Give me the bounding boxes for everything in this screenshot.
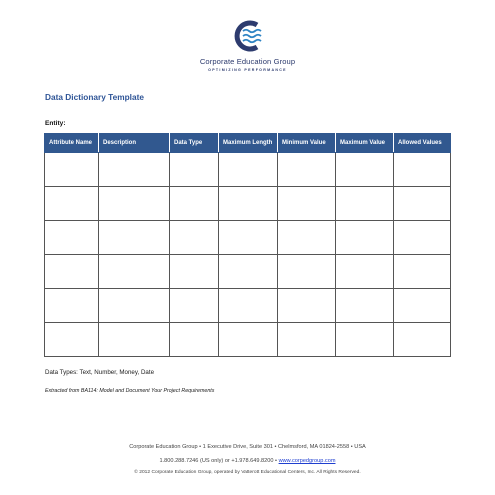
table-cell[interactable] bbox=[45, 289, 99, 323]
table-row bbox=[45, 289, 451, 323]
logo-company-name: Corporate Education Group bbox=[199, 57, 296, 66]
table-cell[interactable] bbox=[278, 289, 336, 323]
table-cell[interactable] bbox=[45, 153, 99, 187]
table-cell[interactable] bbox=[45, 323, 99, 357]
table-cell[interactable] bbox=[278, 221, 336, 255]
table-cell[interactable] bbox=[45, 187, 99, 221]
footer-website-link[interactable]: www.corpedgroup.com bbox=[278, 458, 336, 464]
table-cell[interactable] bbox=[278, 187, 336, 221]
data-dictionary-table bbox=[44, 133, 451, 357]
footer-phone: 1.800.288.7246 (US only) or +1.978.649.8200 • bbox=[159, 458, 279, 464]
table-cell[interactable] bbox=[99, 221, 170, 255]
table-cell[interactable] bbox=[394, 255, 451, 289]
table-cell[interactable] bbox=[278, 255, 336, 289]
data-types-note: Data Types: Text, Number, Money, Date bbox=[45, 369, 155, 376]
logo-tagline: OPTIMIZING PERFORMANCE bbox=[208, 68, 287, 72]
table-cell[interactable] bbox=[45, 255, 99, 289]
table-cell[interactable] bbox=[219, 187, 278, 221]
table-row bbox=[45, 221, 451, 255]
table-cell[interactable] bbox=[278, 153, 336, 187]
table-cell[interactable] bbox=[170, 323, 219, 357]
column-header-allowed-values: Allowed Values bbox=[394, 134, 451, 153]
table-cell[interactable] bbox=[170, 221, 219, 255]
table-row bbox=[45, 255, 451, 289]
table-cell[interactable] bbox=[336, 255, 394, 289]
table-cell[interactable] bbox=[219, 289, 278, 323]
table-cell[interactable] bbox=[336, 323, 394, 357]
extracted-from-note: Extracted from BA114: Model and Document Your Project Requirements bbox=[45, 388, 215, 394]
table-row bbox=[45, 187, 451, 221]
table-cell[interactable] bbox=[394, 153, 451, 187]
table-cell[interactable] bbox=[394, 289, 451, 323]
column-header-maximum-length: Maximum Length bbox=[219, 134, 278, 153]
table-cell[interactable] bbox=[99, 323, 170, 357]
table-cell[interactable] bbox=[219, 221, 278, 255]
table-cell[interactable] bbox=[336, 153, 394, 187]
table-cell[interactable] bbox=[394, 221, 451, 255]
table-cell[interactable] bbox=[99, 289, 170, 323]
table-cell[interactable] bbox=[394, 323, 451, 357]
table-row bbox=[45, 153, 451, 187]
table-cell[interactable] bbox=[278, 323, 336, 357]
table-cell[interactable] bbox=[99, 187, 170, 221]
table-cell[interactable] bbox=[45, 221, 99, 255]
table-cell[interactable] bbox=[170, 289, 219, 323]
column-header-description: Description bbox=[99, 134, 170, 153]
corporate-education-group-logo-icon bbox=[230, 18, 266, 54]
column-header-maximum-value: Maximum Value bbox=[336, 134, 394, 153]
table-cell[interactable] bbox=[219, 255, 278, 289]
footer-address: Corporate Education Group • 1 Executive Drive, Suite 301 • Chelmsford, MA 01824-2558 • USA bbox=[129, 444, 366, 450]
table-cell[interactable] bbox=[336, 187, 394, 221]
footer-copyright: © 2012 Corporate Education Group, operated by Vatterott Educational Centers, Inc. All Rights Reserved. bbox=[134, 470, 361, 475]
table-cell[interactable] bbox=[394, 187, 451, 221]
table-cell[interactable] bbox=[170, 153, 219, 187]
table-cell[interactable] bbox=[99, 153, 170, 187]
table-cell[interactable] bbox=[170, 255, 219, 289]
table-cell[interactable] bbox=[219, 323, 278, 357]
document-title: Data Dictionary Template bbox=[45, 92, 144, 102]
column-header-data-type: Data Type bbox=[170, 134, 219, 153]
table-cell[interactable] bbox=[336, 289, 394, 323]
column-header-attribute-name: Attribute Name bbox=[45, 134, 99, 153]
table-row bbox=[45, 323, 451, 357]
column-header-minimum-value: Minimum Value bbox=[278, 134, 336, 153]
table-header-row bbox=[45, 134, 451, 153]
table-cell[interactable] bbox=[219, 153, 278, 187]
company-logo bbox=[0, 18, 495, 72]
entity-label: Entity: bbox=[45, 120, 66, 127]
table-cell[interactable] bbox=[336, 221, 394, 255]
table-cell[interactable] bbox=[170, 187, 219, 221]
footer-contact bbox=[0, 458, 495, 464]
table-cell[interactable] bbox=[99, 255, 170, 289]
